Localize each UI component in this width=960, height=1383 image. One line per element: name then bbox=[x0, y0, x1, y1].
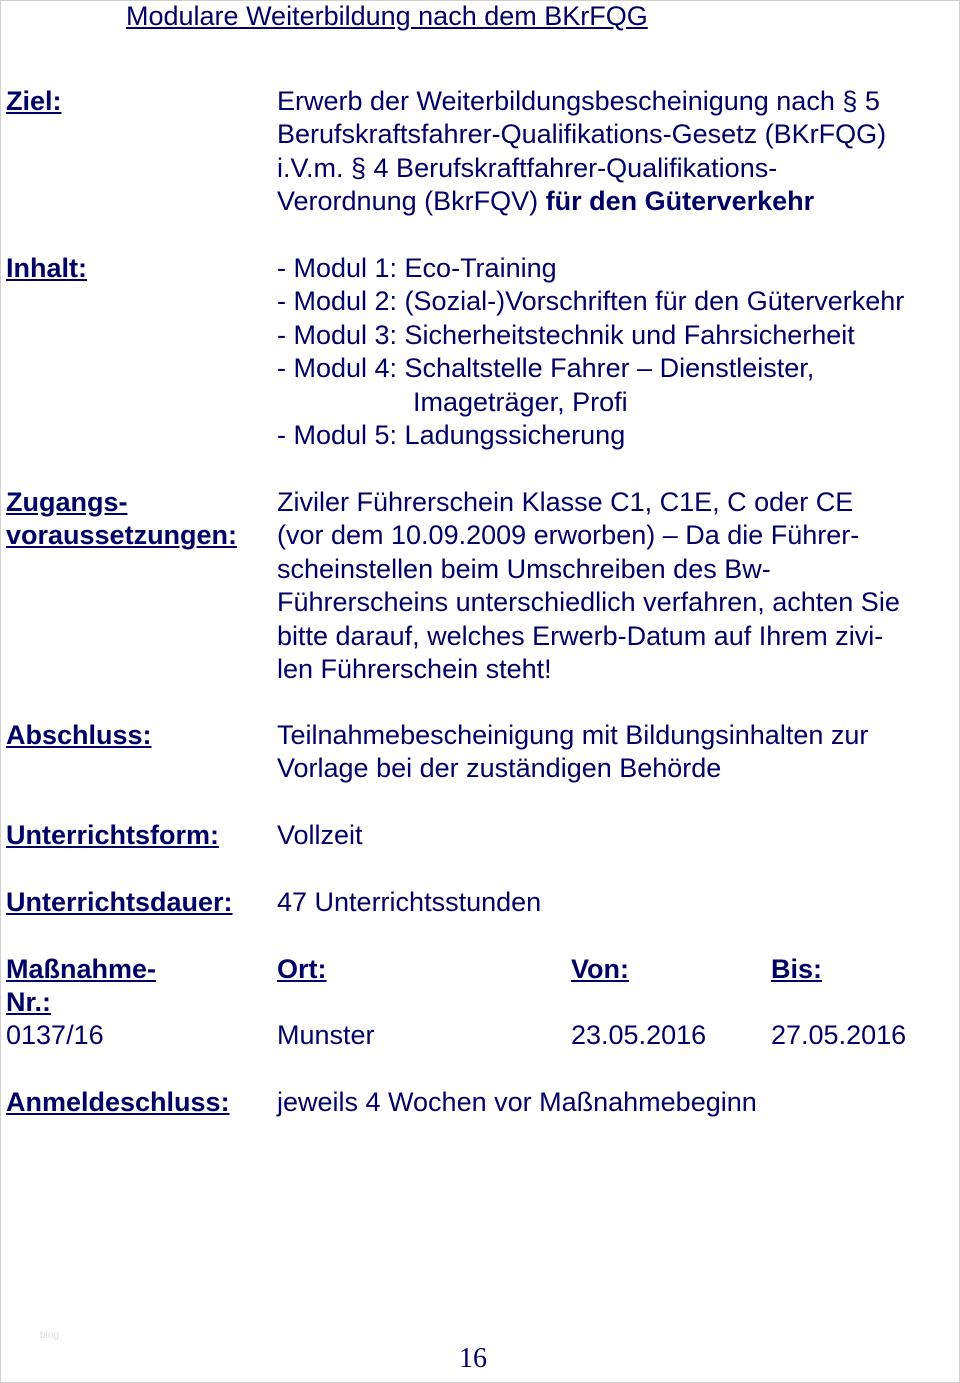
ziel-line: i.V.m. § 4 Berufskraftfahrer-Qualifikations- bbox=[277, 152, 778, 183]
zugang-line: scheinstellen beim Umschreiben des Bw- bbox=[277, 553, 771, 584]
table-cell-nr: 0137/16 bbox=[6, 1020, 104, 1050]
ziel-label: Ziel: bbox=[6, 86, 62, 116]
zugang-value bbox=[277, 486, 900, 686]
abschluss-line: Teilnahmebescheinigung mit Bildungsinhalten zur bbox=[277, 720, 869, 750]
ziel-value bbox=[277, 85, 886, 219]
page-number: 16 bbox=[459, 1343, 487, 1374]
modul-item: - Modul 5: Ladungssicherung bbox=[277, 420, 626, 451]
table-header-nr: Nr.: bbox=[6, 987, 52, 1018]
zugang-label-line2: voraussetzungen: bbox=[6, 520, 238, 551]
ziel-line-4-bold: für den Güterverkehr bbox=[545, 186, 815, 217]
unterrichtsform-label: Unterrichtsform: bbox=[6, 820, 220, 850]
ziel-line-4-regular: Verordnung (BkrFQV) bbox=[277, 186, 546, 217]
table-header-massnahme bbox=[6, 953, 156, 1020]
table-cell-ort: Munster bbox=[277, 1020, 375, 1050]
unterrichtsdauer-value: 47 Unterrichtsstunden bbox=[277, 887, 542, 917]
abschluss-label: Abschluss: bbox=[6, 720, 152, 750]
zugang-line: bitte darauf, welches Erwerb-Datum auf Ihrem zivi- bbox=[277, 620, 884, 651]
modul-item: - Modul 2: (Sozial-)Vorschriften für den Güterverkehr bbox=[277, 286, 905, 317]
zugang-line: (vor dem 10.09.2009 erworben) – Da die Führer- bbox=[277, 520, 860, 551]
ziel-line-4 bbox=[277, 185, 886, 218]
inhalt-label: Inhalt: bbox=[6, 253, 87, 283]
page-title: Modulare Weiterbildung nach dem BKrFQG bbox=[126, 1, 648, 31]
ziel-line: Berufskraftsfahrer-Qualifikations-Gesetz (BKrFQG) bbox=[277, 119, 887, 150]
watermark: blog bbox=[40, 1330, 59, 1341]
zugang-label-line1: Zugangs- bbox=[6, 487, 128, 517]
ziel-line: Erwerb der Weiterbildungsbescheinigung nach § 5 bbox=[277, 86, 880, 116]
inhalt-list bbox=[277, 252, 904, 452]
anmeldeschluss-label: Anmeldeschluss: bbox=[6, 1087, 230, 1117]
abschluss-line: Vorlage bei der zuständigen Behörde bbox=[277, 753, 722, 784]
table-header-von: Von: bbox=[571, 954, 629, 984]
zugang-line: Ziviler Führerschein Klasse C1, C1E, C oder CE bbox=[277, 487, 854, 517]
unterrichtsdauer-label: Unterrichtsdauer: bbox=[6, 887, 233, 917]
unterrichtsform-value: Vollzeit bbox=[277, 820, 363, 850]
modul-item: - Modul 4: Schaltstelle Fahrer – Dienstleister, bbox=[277, 353, 815, 384]
table-header-bis: Bis: bbox=[771, 954, 823, 984]
table-cell-von: 23.05.2016 bbox=[571, 1020, 707, 1050]
zugang-line: len Führerschein steht! bbox=[277, 654, 552, 685]
table-cell-bis: 27.05.2016 bbox=[771, 1020, 907, 1050]
zugang-line: Führerscheins unterschiedlich verfahren, achten Sie bbox=[277, 587, 900, 618]
zugang-label bbox=[6, 486, 237, 553]
modul-item: - Modul 1: Eco-Training bbox=[277, 253, 557, 283]
table-header-ort: Ort: bbox=[277, 954, 327, 984]
modul-item: - Modul 3: Sicherheitstechnik und Fahrsicherheit bbox=[277, 319, 855, 350]
table-header-massnahme-line1: Maßnahme- bbox=[6, 954, 157, 984]
abschluss-value bbox=[277, 719, 868, 786]
modul-item-continuation: Imageträger, Profi bbox=[413, 386, 628, 417]
anmeldeschluss-value: jeweils 4 Wochen vor Maßnahmebeginn bbox=[277, 1087, 757, 1117]
